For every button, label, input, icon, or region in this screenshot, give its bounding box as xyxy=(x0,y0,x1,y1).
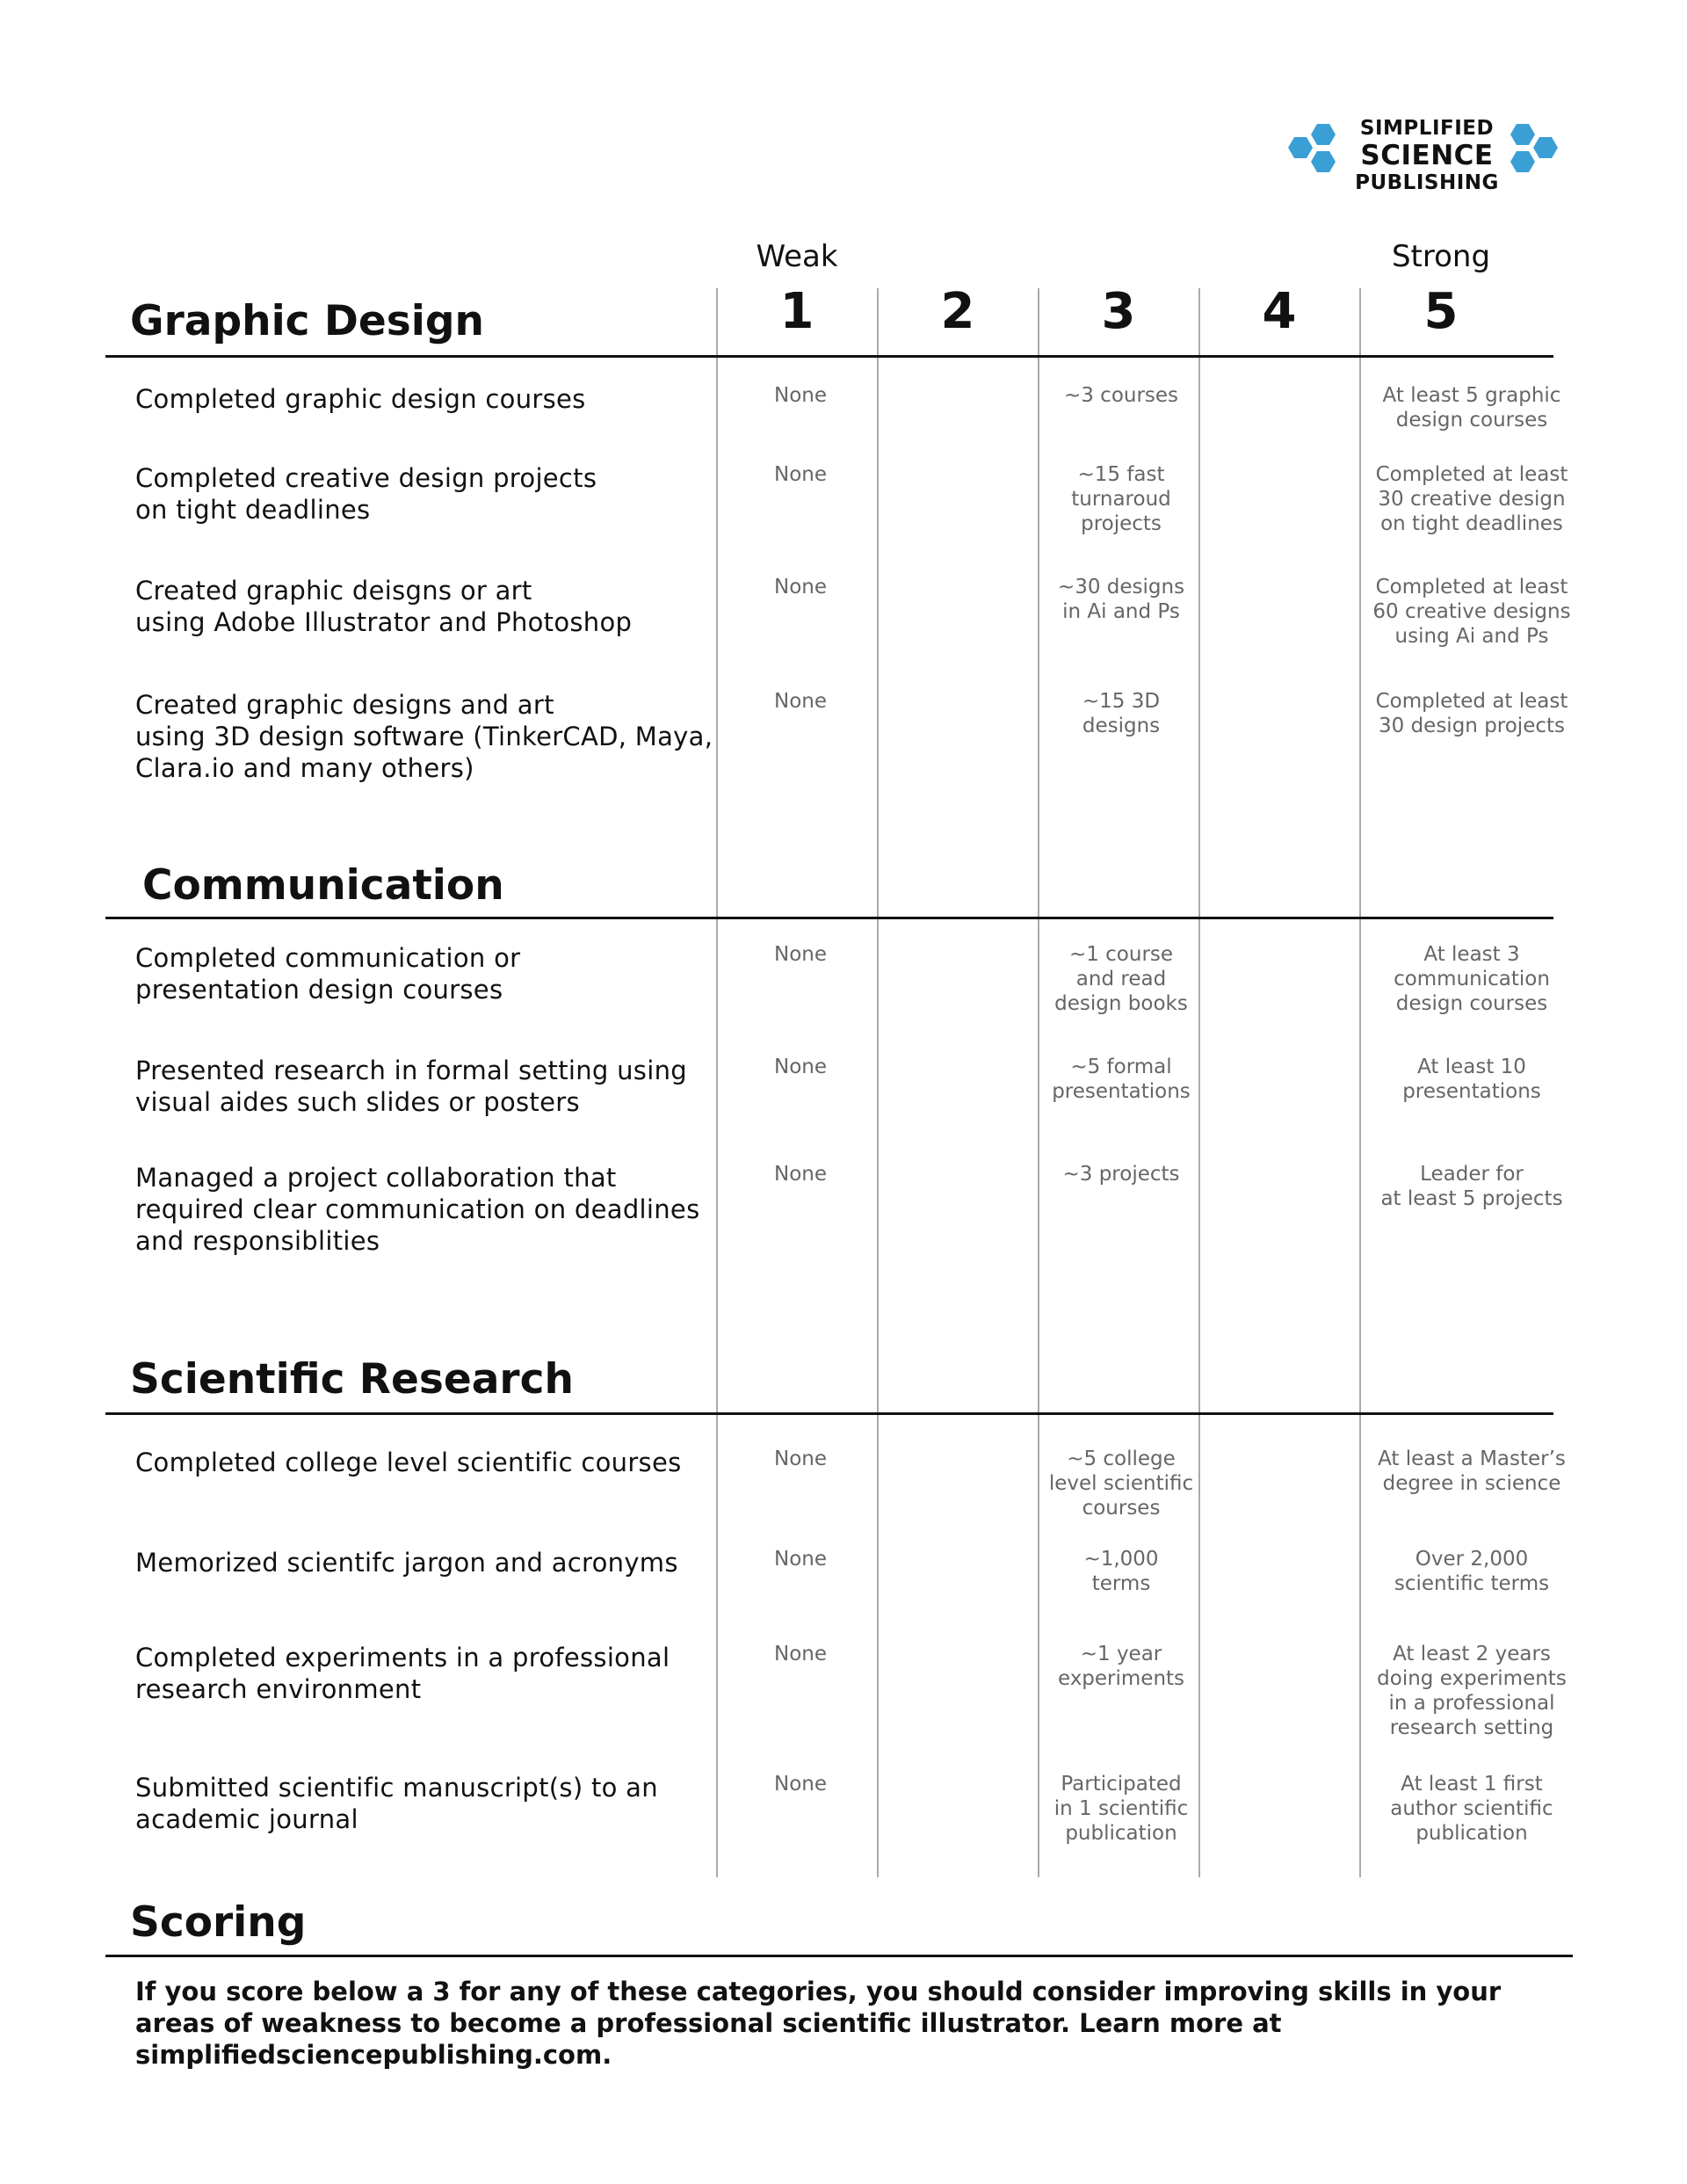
scale-number-1: 1 xyxy=(779,283,815,340)
criterion-text: Presented research in formal setting using visual aides such slides or posters xyxy=(135,1056,687,1117)
scoring-description: If you score below a 3 for any of these categories, you should consider improving skills in your areas of weakness to become a professional scientific illustrator. Learn more at simplifiedsciencepublishing.com. xyxy=(135,1977,1502,2070)
score-3-cell: ~5 college level scientific courses xyxy=(1048,1448,1194,1520)
score-1-cell: None xyxy=(773,1643,827,1665)
scale-number-5: 5 xyxy=(1423,283,1459,340)
score-1-cell: None xyxy=(773,576,827,599)
scale-strong-label: Strong xyxy=(1391,239,1491,274)
section-title-scoring: Scoring xyxy=(130,1898,307,1947)
column-divider xyxy=(716,288,718,1877)
criterion-text: Completed creative design projects on tight deadlines xyxy=(135,463,597,525)
score-5-cell: Completed at least 30 design projects xyxy=(1375,690,1568,737)
score-5-cell: At least 5 graphic design courses xyxy=(1382,384,1561,432)
score-3-cell: ~15 3D designs xyxy=(1082,690,1161,737)
score-1-cell: None xyxy=(773,1548,827,1571)
score-1-cell: None xyxy=(773,690,827,713)
score-5-cell: At least 2 years doing experiments in a professional research setting xyxy=(1377,1643,1567,1739)
criterion-text: Completed experiments in a professional research environment xyxy=(135,1643,670,1704)
logo-line-3: PUBLISHING xyxy=(1355,171,1499,194)
score-5-cell: At least 1 first author scientific publication xyxy=(1390,1773,1553,1845)
score-5-cell: Leader for at least 5 projects xyxy=(1380,1163,1563,1210)
score-3-cell: ~5 formal presentations xyxy=(1052,1056,1191,1103)
score-1-cell: None xyxy=(773,463,827,486)
score-3-cell: ~1 course and read design books xyxy=(1054,943,1188,1015)
logo-line-1: SIMPLIFIED xyxy=(1359,117,1495,140)
criterion-text: Submitted scientific manuscript(s) to an academic journal xyxy=(135,1773,658,1834)
score-5-cell: At least 10 presentations xyxy=(1402,1056,1541,1103)
criterion-text: Completed college level scientific courses xyxy=(135,1448,682,1477)
score-3-cell: ~1 year experiments xyxy=(1057,1643,1185,1690)
section-rule xyxy=(105,1955,1573,1957)
score-1-cell: None xyxy=(773,1056,827,1078)
column-divider xyxy=(1038,288,1039,1877)
criterion-text: Created graphic deisgns or art using Adobe Illustrator and Photoshop xyxy=(135,576,633,637)
score-3-cell: ~15 fast turnaroud projects xyxy=(1071,463,1171,535)
score-1-cell: None xyxy=(773,1773,827,1796)
score-1-cell: None xyxy=(773,1448,827,1470)
score-5-cell: At least a Master’s degree in science xyxy=(1378,1448,1566,1495)
score-5-cell: At least 3 communication design courses xyxy=(1394,943,1550,1015)
section-title-scientific-research: Scientific Research xyxy=(130,1355,574,1404)
section-rule xyxy=(105,917,1553,919)
score-3-cell: ~1,000 terms xyxy=(1083,1548,1159,1595)
criterion-text: Completed graphic design courses xyxy=(135,384,586,414)
score-3-cell: Participated in 1 scientific publication xyxy=(1053,1773,1189,1845)
score-5-cell: Over 2,000 scientific terms xyxy=(1394,1548,1550,1595)
score-3-cell: ~3 courses xyxy=(1063,384,1179,407)
scale-number-2: 2 xyxy=(940,283,975,340)
section-rule xyxy=(105,1412,1553,1415)
section-title-communication: Communication xyxy=(142,861,504,910)
score-3-cell: ~30 designs in Ai and Ps xyxy=(1057,576,1185,623)
logo-line-2: SCIENCE xyxy=(1360,140,1494,171)
score-5-cell: Completed at least 60 creative designs using Ai and Ps xyxy=(1372,576,1571,648)
criterion-text: Managed a project collaboration that required clear communication on deadlines and responsiblities xyxy=(135,1163,700,1256)
scale-number-3: 3 xyxy=(1101,283,1136,340)
criterion-text: Created graphic designs and art using 3D design software (TinkerCAD, Maya, Clara.io and many others) xyxy=(135,690,713,783)
section-rule xyxy=(105,355,1553,358)
scale-number-4: 4 xyxy=(1262,283,1297,340)
criterion-text: Memorized scientifc jargon and acronyms xyxy=(135,1548,678,1578)
score-1-cell: None xyxy=(773,384,827,407)
scale-weak-label: Weak xyxy=(756,239,838,274)
section-title-graphic-design: Graphic Design xyxy=(130,297,484,345)
criterion-text: Completed communication or presentation design courses xyxy=(135,943,521,1005)
score-1-cell: None xyxy=(773,1163,827,1186)
score-3-cell: ~3 projects xyxy=(1062,1163,1180,1186)
score-1-cell: None xyxy=(773,943,827,966)
score-5-cell: Completed at least 30 creative design on tight deadlines xyxy=(1375,463,1568,535)
column-divider xyxy=(877,288,879,1877)
company-logo xyxy=(1278,114,1577,195)
